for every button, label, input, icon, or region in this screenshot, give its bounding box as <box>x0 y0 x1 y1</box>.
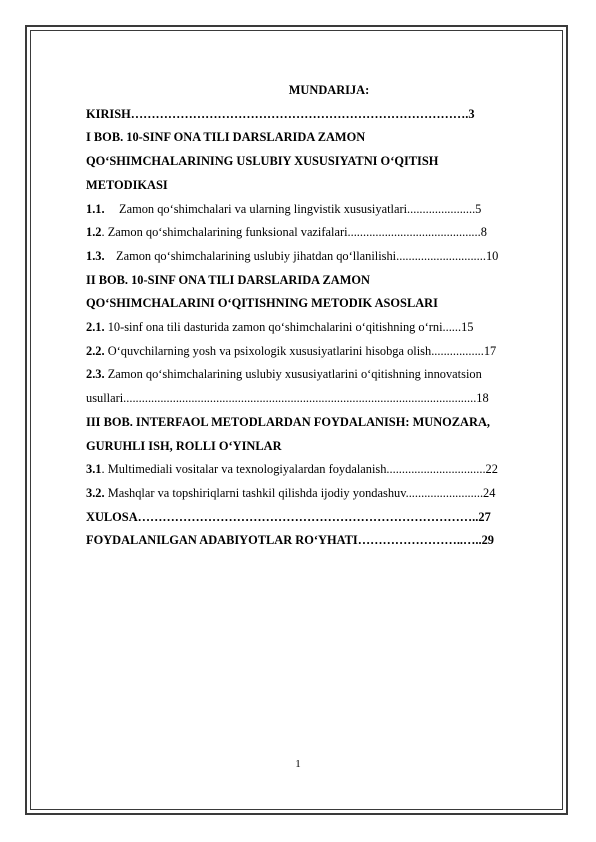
toc-chapter-2-line-2[interactable]: QO‘SHIMCHALARINI O‘QITISHNING METODIK ASOSLARI <box>86 296 438 311</box>
section-number: 2.2. <box>86 343 105 358</box>
toc-section-2-1[interactable] <box>86 316 552 340</box>
section-number: 3.2. <box>86 485 105 500</box>
toc-section-3-2[interactable] <box>86 482 552 506</box>
toc-title: MUNDARIJA: <box>288 83 370 97</box>
section-title: . Multimediali vositalar va texnologiyalardan foydalanish................................22 <box>101 462 498 477</box>
toc-section-2-3[interactable] <box>86 363 552 387</box>
toc-chapter-1-line-2[interactable]: QO‘SHIMCHALARINING USLUBIY XUSUSIYATNI O‘QITISH <box>86 154 439 169</box>
toc-entry-adabiyotlar[interactable]: FOYDALANILGAN ADABIYOTLAR RO‘YHATI……………………..…..29 <box>86 533 494 548</box>
toc-section-1-2[interactable] <box>86 221 552 245</box>
toc-chapter-1-line-1[interactable]: I BOB. 10-SINF ONA TILI DARSLARIDA ZAMON <box>86 130 366 145</box>
toc-section-1-3[interactable] <box>86 245 552 269</box>
toc-section-2-2[interactable] <box>86 340 552 364</box>
section-title: Zamon qo‘shimchalarining uslubiy xususiyatlarini o‘qitishning innovatsion <box>104 367 482 382</box>
toc-chapter-3-line-2[interactable]: GURUHLI ISH, ROLLI O‘YINLAR <box>86 438 282 453</box>
section-title: O‘quvchilarning yosh va psixologik xususiyatlarini hisobga olish.................17 <box>104 343 497 358</box>
section-number: 1.3. <box>86 248 105 263</box>
section-number: 2.1. <box>86 320 105 335</box>
toc-entry-xulosa[interactable]: XULOSA………………………………………………………………………..27 <box>86 509 491 524</box>
chapter-number: III BOB <box>86 414 130 429</box>
section-title: Mashqlar va topshiriqlarni tashkil qilishda ijodiy yondashuv.........................24 <box>104 485 496 500</box>
toc-chapter-2-line-1[interactable]: II BOB. 10-SINF ONA TILI DARSLARIDA ZAMON <box>86 272 371 287</box>
toc-section-3-1[interactable] <box>86 458 552 482</box>
section-title: Zamon qo‘shimchalarining uslubiy jihatdan qo‘llanilishi.............................10 <box>116 248 499 263</box>
section-number: 1.2 <box>86 225 102 240</box>
section-title: . Zamon qo‘shimchalarining funksional vazifalari...........................................8 <box>101 225 487 240</box>
toc-section-1-1[interactable] <box>86 198 552 222</box>
section-number: 2.3. <box>86 367 105 382</box>
toc-section-2-3-continued[interactable]: usullari..................................................................................................................18 <box>86 391 489 406</box>
toc-chapter-1-line-3[interactable]: METODIKASI <box>86 177 168 192</box>
toc-chapter-3-line-1[interactable] <box>86 411 552 435</box>
section-number: 1.1. <box>86 201 105 216</box>
table-of-contents <box>86 79 552 553</box>
section-title: 10-sinf ona tili dasturida zamon qo‘shimchalarini o‘qitishning o‘rni......15 <box>104 320 474 335</box>
chapter-title: . INTERFAOL METODLARDAN FOYDALANISH: MUNOZARA, <box>129 414 490 429</box>
section-number: 3.1 <box>86 462 102 477</box>
section-title: Zamon qo‘shimchalari va ularning lingvistik xususiyatlari......................5 <box>119 201 482 216</box>
page-number: 1 <box>295 758 301 770</box>
toc-entry-kirish[interactable]: KIRISH……………………………………………………………………….3 <box>86 106 475 121</box>
